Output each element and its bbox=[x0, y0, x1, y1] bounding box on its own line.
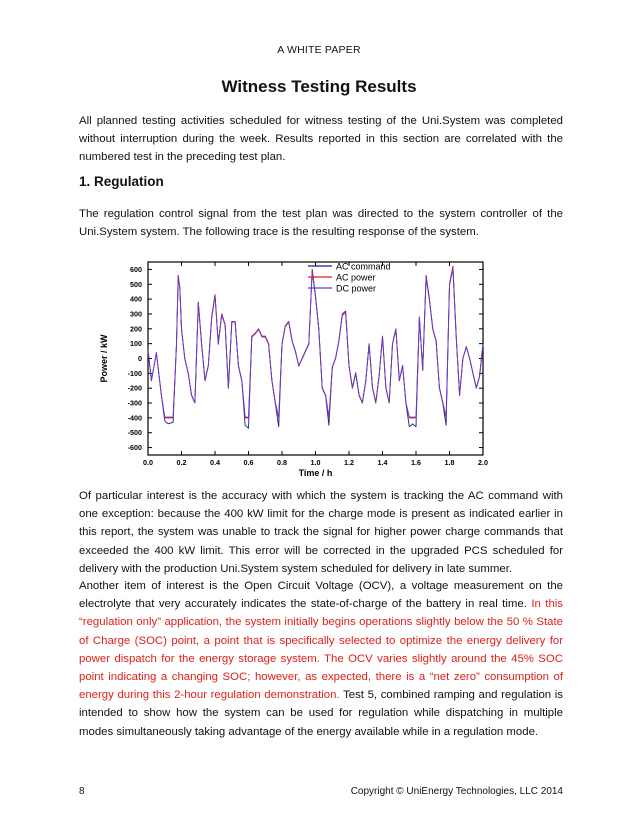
y-tick-label: -200 bbox=[127, 383, 142, 393]
y-tick-label: 500 bbox=[130, 279, 142, 289]
y-tick-label: -400 bbox=[127, 413, 142, 423]
plot-frame bbox=[148, 262, 483, 455]
x-tick-label: 1.6 bbox=[411, 458, 421, 467]
ocv-paragraph-tail: Test 5, combined ramping and regulation is intended to show how the system can be used for regulation while dispatching in multiple modes simultaneously taking advantage of the energy available while in a regulation mode. bbox=[79, 689, 563, 738]
x-tick-label: 0.6 bbox=[243, 458, 254, 467]
legend-label: AC power bbox=[336, 272, 376, 283]
series-line-ac-command bbox=[148, 267, 483, 429]
ocv-paragraph-intro: Another item of interest is the Open Circuit Voltage (OCV), a voltage measurement on the electrolyte that very accurately indicates the state-of-charge of the battery in real time. bbox=[79, 580, 563, 611]
x-tick-label: 0.2 bbox=[176, 458, 187, 467]
section-intro-paragraph: The regulation control signal from the test plan was directed to the system controller of the Uni.System system. The following trace is the resulting response of the system. bbox=[79, 208, 563, 239]
series-line-ac-power bbox=[148, 267, 483, 418]
page-number: 8 bbox=[79, 786, 85, 797]
intro-paragraph: All planned testing activities scheduled for witness testing of the Uni.System was completed without interruption during the week. Results reported in this section are correlated with the numbered test in the preceding test plan. bbox=[79, 115, 563, 164]
y-tick-label: -500 bbox=[127, 428, 142, 438]
x-tick-label: 1.4 bbox=[377, 458, 388, 467]
y-tick-label: -600 bbox=[127, 443, 142, 453]
ocv-paragraph bbox=[79, 577, 563, 741]
x-axis-label: Time / h bbox=[298, 468, 333, 478]
x-tick-label: 0.0 bbox=[143, 458, 153, 467]
accuracy-paragraph: Of particular interest is the accuracy with which the system is tracking the AC command with one exception: because the 400 kW limit for the charge mode is present as indicated earlier in this report, the system was unable to track the signal for higher power charge commands that exceeded the 400 kW limit. This error will be corrected in the upgraded PCS scheduled for delivery with the production Uni.System system scheduled for delivery in late summer. bbox=[79, 490, 563, 575]
y-tick-label: 200 bbox=[130, 324, 142, 334]
y-tick-label: 0 bbox=[138, 354, 142, 363]
section-heading-regulation: 1. Regulation bbox=[79, 174, 164, 189]
regulation-trace-chart bbox=[95, 257, 495, 483]
y-tick-label: 400 bbox=[130, 294, 142, 304]
x-tick-label: 1.2 bbox=[344, 458, 354, 467]
x-tick-label: 1.0 bbox=[310, 458, 321, 467]
copyright-notice: Copyright © UniEnergy Technologies, LLC 2014 bbox=[350, 786, 563, 797]
y-tick-label: 100 bbox=[130, 339, 142, 349]
document-header: A WHITE PAPER bbox=[277, 44, 361, 56]
series-line-dc-power bbox=[148, 269, 483, 417]
y-tick-label: 600 bbox=[130, 264, 142, 274]
x-tick-label: 1.8 bbox=[444, 458, 455, 467]
ocv-paragraph-highlight: In this “regulation only” application, the system initially begins operations slightly below the 50 % State of Charge (SOC) point, a point that is specifically selected to optimize the energy delivery for power dispatch for the energy storage system. The OCV varies slightly around the 45% SOC point indicating a changing SOC; however, as expected, there is a “net zero” consumption of energy during this 2-hour regulation demonstration. bbox=[79, 598, 564, 702]
x-tick-label: 0.8 bbox=[277, 458, 287, 467]
y-tick-label: -100 bbox=[127, 368, 142, 378]
y-tick-label: -300 bbox=[127, 398, 142, 408]
x-tick-label: 2.0 bbox=[478, 458, 488, 467]
y-tick-label: 300 bbox=[130, 309, 142, 319]
page-title: Witness Testing Results bbox=[221, 77, 417, 96]
x-tick-label: 0.4 bbox=[210, 458, 220, 467]
legend-label: DC power bbox=[336, 283, 377, 294]
legend-label: AC command bbox=[336, 261, 391, 272]
y-axis-label: Power / kW bbox=[99, 334, 109, 383]
